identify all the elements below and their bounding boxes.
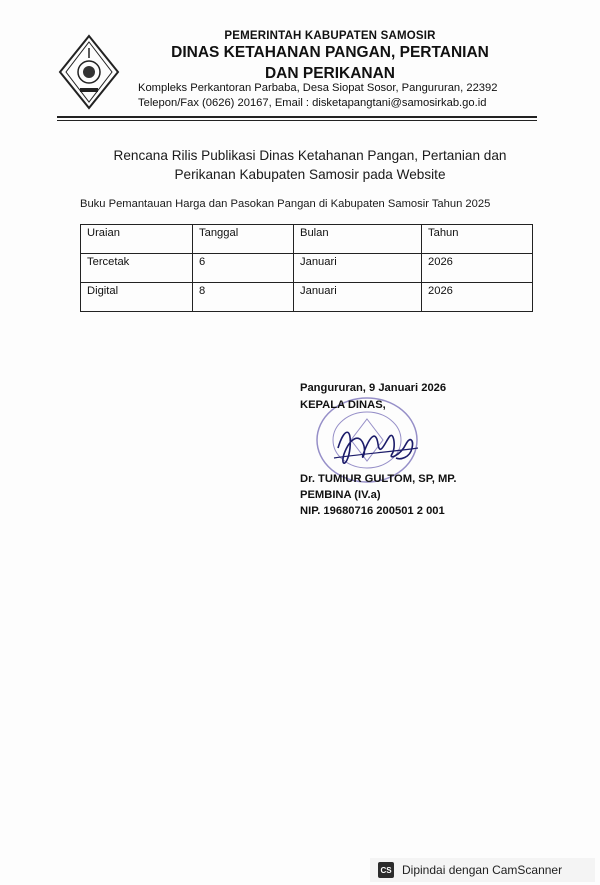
signer-nip: NIP. 19680716 200501 2 001 — [300, 505, 445, 517]
table-cell: 8 — [193, 283, 294, 312]
table-row — [81, 254, 533, 283]
header-tahun: Tahun — [422, 225, 533, 254]
title-line-1: Rencana Rilis Publikasi Dinas Ketahanan Pangan, Pertanian dan — [113, 148, 507, 163]
title-line-2: Perikanan Kabupaten Samosir pada Website — [174, 167, 446, 182]
table-cell: 6 — [193, 254, 294, 283]
header-bulan: Bulan — [294, 225, 422, 254]
signer-name: Dr. TUMIUR GULTOM, SP, MP. — [300, 473, 457, 485]
letterhead-divider-thin — [57, 120, 537, 121]
table-cell: Tercetak — [81, 254, 193, 283]
watermark-text: Dipindai dengan CamScanner — [402, 863, 563, 877]
place-and-date: Pangururan, 9 Januari 2026 — [300, 382, 447, 394]
letterhead-divider-thick — [57, 116, 537, 118]
signature-block — [300, 380, 560, 517]
table-cell: 2026 — [422, 254, 533, 283]
scanner-watermark — [370, 858, 595, 882]
table-cell: Januari — [294, 283, 422, 312]
handwritten-signature-icon — [330, 418, 420, 473]
signer-role: KEPALA DINAS, — [300, 399, 386, 411]
document-title — [60, 146, 560, 184]
table-cell: 2026 — [422, 283, 533, 312]
agency-name-line2: DAN PERIKANAN — [264, 65, 396, 82]
signer-rank: PEMBINA (IV.a) — [300, 489, 381, 501]
table-cell: Januari — [294, 254, 422, 283]
letterhead — [120, 30, 540, 84]
contact-line: Telepon/Fax (0626) 20167, Email : disketapangtani@samosirkab.go.id — [138, 97, 487, 109]
address-line: Kompleks Perkantoran Parbaba, Desa Siopat Sosor, Pangururan, 22392 — [138, 82, 498, 94]
table-row — [81, 283, 533, 312]
camscanner-icon: CS — [378, 862, 394, 878]
table-cell: Digital — [81, 283, 193, 312]
regency-emblem-icon — [58, 34, 120, 110]
government-name: PEMERINTAH KABUPATEN SAMOSIR — [224, 30, 436, 42]
publication-name: Buku Pemantauan Harga dan Pasokan Pangan di Kabupaten Samosir Tahun 2025 — [80, 198, 491, 210]
agency-name-line1: DINAS KETAHANAN PANGAN, PERTANIAN — [171, 44, 489, 61]
header-uraian: Uraian — [81, 225, 193, 254]
release-schedule-table — [80, 224, 533, 312]
letterhead-address — [138, 81, 538, 111]
table-header-row — [81, 225, 533, 254]
header-tanggal: Tanggal — [193, 225, 294, 254]
